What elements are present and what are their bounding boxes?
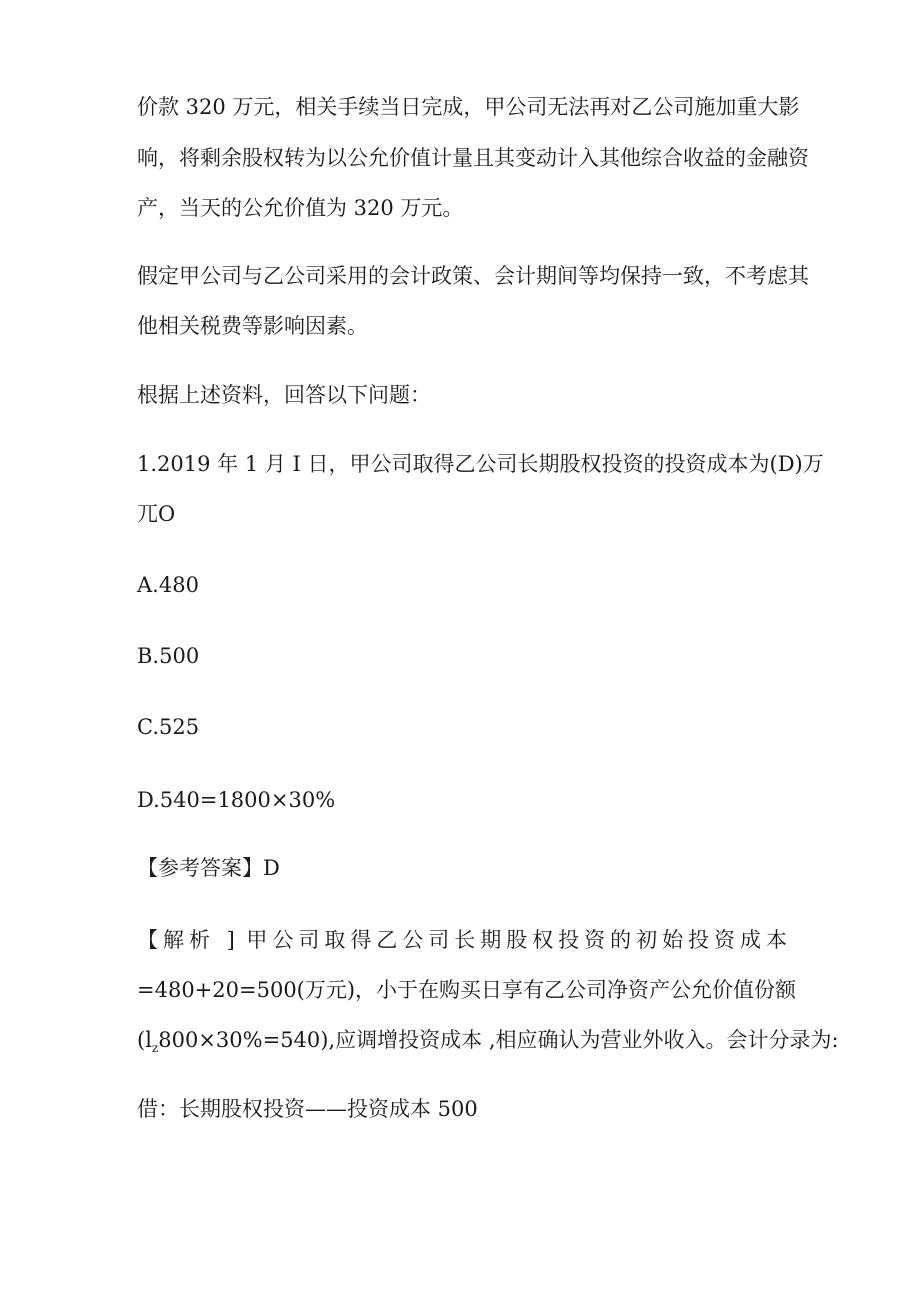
reference-answer: 【参考答案】D [137, 856, 280, 880]
analysis-line-3-rest: 800×30%=540),应调增投资成本 ,相应确认为营业外收入。会计分录为: [158, 1028, 839, 1052]
question-1-line-1: 1.2019 年 1 月 I 日，甲公司取得乙公司长期股权投资的投资成本为(D)万 [137, 452, 824, 476]
question-1-line-2: 兀O [137, 502, 176, 526]
paragraph-1-line-2: 响，将剩余股权转为以公允价值计量且其变动计入其他综合收益的金融资 [137, 146, 809, 170]
paragraph-2-line-2: 他相关税费等影响因素。 [137, 314, 368, 338]
option-c: C.525 [137, 715, 200, 739]
analysis-line-1: 【解析 ] 甲公司取得乙公司长期股权投资的初始投资成本 [137, 928, 787, 952]
option-b: B.500 [137, 644, 200, 668]
paragraph-1-line-3: 产，当天的公允价值为 320 万元。 [137, 196, 464, 220]
analysis-line-3-subscript: z [151, 1041, 159, 1056]
journal-entry-debit: 借：长期股权投资——投资成本 500 [137, 1097, 478, 1121]
paragraph-1-line-1: 价款 320 万元，相关手续当日完成，甲公司无法再对乙公司施加重大影 [137, 95, 800, 119]
analysis-line-2: =480+20=500(万元)，小于在购买日享有乙公司净资产公允价值份额 [137, 978, 797, 1002]
option-a: A.480 [137, 573, 199, 597]
instruction-text: 根据上述资料，回答以下问题： [137, 383, 431, 407]
option-d: D.540=1800×30% [137, 788, 336, 812]
analysis-line-3 [137, 1025, 839, 1063]
analysis-line-3-start: (l [137, 1028, 152, 1052]
paragraph-2-line-1: 假定甲公司与乙公司采用的会计政策、会计期间等均保持一致，不考虑其 [137, 264, 809, 288]
